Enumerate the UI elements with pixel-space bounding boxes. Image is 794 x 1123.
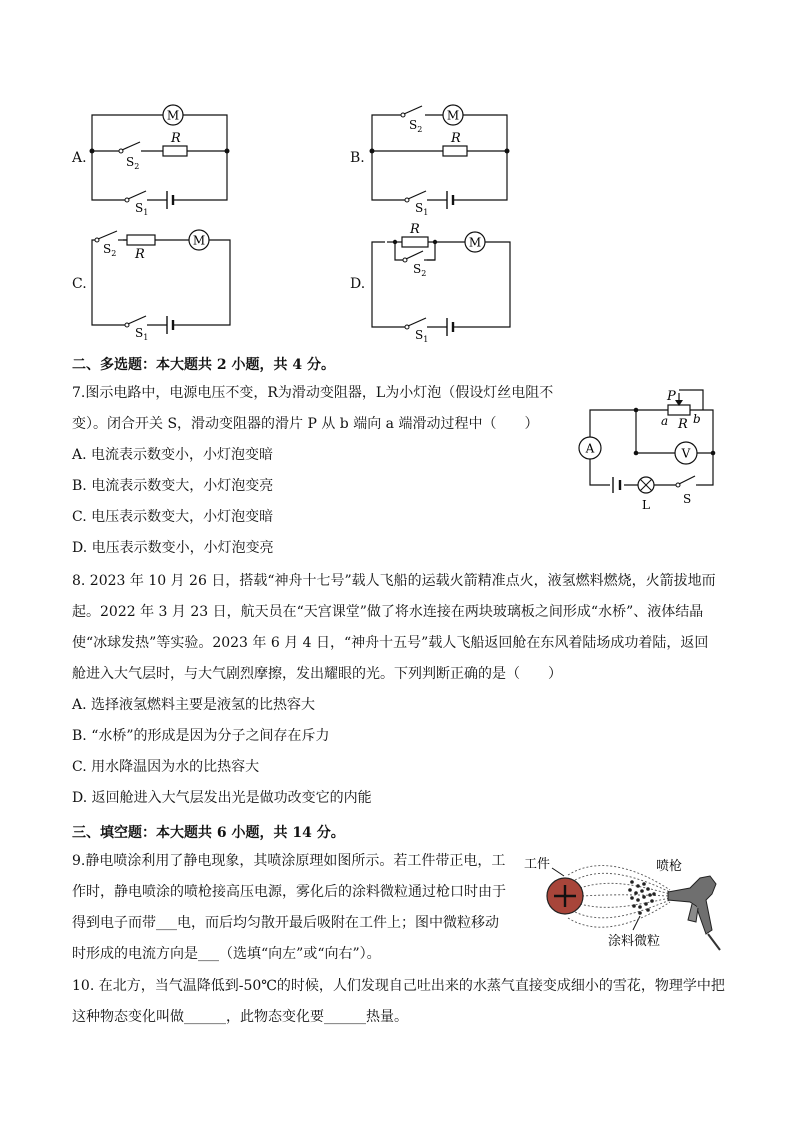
rheostat [668, 405, 690, 415]
section-3-title: 三、填空题：本大题共 6 小题，共 14 分。 [72, 825, 345, 841]
workpiece-label: 工件 [524, 857, 551, 872]
s2-label: $S_2$ [103, 242, 117, 258]
resistor [443, 146, 467, 156]
q8-option-c: C. 用水降温因为水的比热容大 [72, 759, 260, 775]
q8-line-1: 8. 2023 年 10 月 26 日，搭载“神舟十七号”载人飞船的运载火箭精准点火，液氢燃料燃烧，火箭拔地而 [72, 573, 716, 589]
q9-line-4: 时形成的电流方向是___（选填“向左”或“向右”）。 [72, 946, 381, 962]
q8-option-a: A. 选择液氢燃料主要是液氢的比热容大 [72, 697, 316, 713]
q7-circuit-diagram [568, 385, 728, 515]
q8-line-2: 起。2022 年 3 月 23 日，航天员在“天宫课堂”做了将水连接在两块玻璃板之间形成“水桥”、液体结晶 [72, 604, 704, 620]
option-d-label: D. [350, 276, 366, 292]
circuit-b-diagram [365, 95, 515, 215]
s2-label: $S_2$ [413, 262, 427, 278]
q8-option-d: D. 返回舱进入大气层发出光是做功改变它的内能 [72, 790, 372, 806]
circuit-c-diagram [85, 225, 235, 340]
resistor [127, 235, 155, 245]
option-c-label: C. [72, 276, 87, 292]
s2-label: $S_2$ [409, 118, 423, 134]
q10-line-1: 10. 在北方，当气温降低到-50℃的时候，人们发现自己吐出来的水蒸气直接变成细小的雪花，物理学中把 [72, 978, 725, 994]
q9-line-1: 9.静电喷涂利用了静电现象，其喷涂原理如图所示。若工件带正电，工 [72, 853, 506, 869]
q7-option-c: C. 电压表示数变大，小灯泡变暗 [72, 509, 274, 525]
s1-label: $S_1$ [415, 201, 429, 215]
slider-p-label: P [667, 389, 676, 404]
motor-label: M [468, 235, 482, 250]
q9-line-2: 作时，静电喷涂的喷枪接高压电源，雾化后的涂料微粒通过枪口时由于 [72, 884, 506, 900]
end-b-label: b [693, 412, 701, 426]
resistor [402, 237, 428, 247]
q8-line-4: 舱进入大气层时，与大气剧烈摩擦，发出耀眼的光。下列判断正确的是（ ） [72, 666, 562, 682]
end-a-label: a [661, 414, 669, 428]
circuit-a-diagram [85, 95, 235, 215]
q7-line-1: 7.图示电路中，电源电压不变，R为滑动变阻器，L为小灯泡（假设灯丝电阻不 [72, 385, 554, 401]
q10-line-2: 这种物态变化叫做______，此物态变化要______热量。 [72, 1009, 408, 1025]
s1-label: $S_1$ [135, 326, 149, 340]
switch-label: S [683, 492, 692, 506]
q8-line-3: 使“冰球发热”等实验。2023 年 6 月 4 日，“神舟十五号”载人飞船返回舱在东风着陆场成功着陆，返回 [72, 635, 709, 651]
circuit-d-diagram [365, 220, 515, 342]
spray-gun-label: 喷枪 [656, 859, 683, 874]
motor-label: M [192, 233, 206, 248]
motor-label: M [446, 108, 460, 123]
s2-label: $S_2$ [126, 155, 140, 171]
q7-option-a: A. 电流表示数变小，小灯泡变暗 [72, 447, 274, 463]
resistor-label: R [451, 131, 461, 146]
motor-label: M [166, 108, 180, 123]
voltmeter-label: V [681, 446, 691, 461]
spray-gun-icon [668, 876, 720, 950]
s1-label: $S_1$ [415, 328, 429, 342]
resistor-label: R [410, 222, 420, 237]
option-b-label: B. [350, 150, 365, 166]
ammeter-label: A [585, 441, 595, 456]
particles-label: 涂料微粒 [608, 934, 661, 949]
option-a-label: A. [72, 150, 87, 166]
q8-option-b: B. “水桥”的形成是因为分子之间存在斥力 [72, 728, 330, 744]
q9-spray-diagram [520, 850, 725, 955]
section-2-title: 二、多选题：本大题共 2 小题，共 4 分。 [72, 357, 335, 373]
resistor-label: R [135, 247, 145, 262]
resistor [163, 146, 187, 156]
lamp-label: L [642, 498, 650, 512]
q7-option-b: B. 电流表示数变大，小灯泡变亮 [72, 478, 274, 494]
q7-line-2: 变）。闭合开关 S，滑动变阻器的滑片 P 从 b 端向 a 端滑动过程中（ ） [72, 416, 539, 432]
rheostat-r-label: R [678, 417, 688, 432]
q9-line-3: 得到电子而带___电，而后均匀散开最后吸附在工件上；图中微粒移动 [72, 915, 499, 931]
resistor-label: R [171, 131, 181, 146]
s1-label: $S_1$ [135, 201, 149, 215]
q7-option-d: D. 电压表示数变小，小灯泡变亮 [72, 540, 274, 556]
